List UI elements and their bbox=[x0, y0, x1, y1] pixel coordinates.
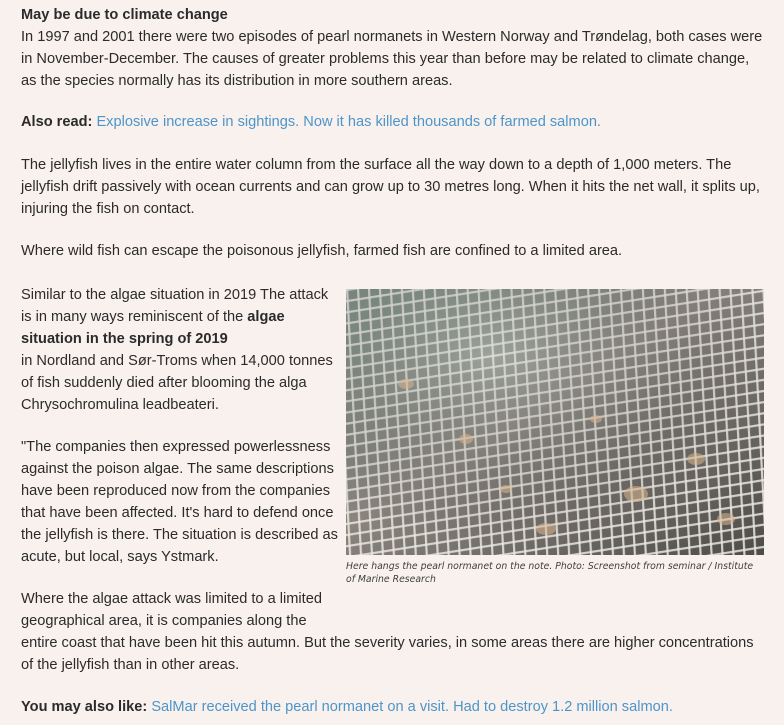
wild-fish-paragraph: Where wild fish can escape the poisonous jellyfish, farmed fish are confined to a limited area. bbox=[21, 243, 623, 259]
quote-paragraph: "The companies then expressed powerlessness against the poison algae. The same descriptions have been reproduced now from the companies that have been affected. It's hard to defend once the jellyfish is there. The situation is described as acute, but local, says Ystmark. bbox=[21, 439, 338, 565]
attack-line-2: geographical area, it is companies along the bbox=[21, 613, 307, 629]
may-also-like-line bbox=[21, 696, 766, 718]
also-read-link[interactable]: Explosive increase in sightings. Now it has killed thousands of farmed salmon. bbox=[96, 114, 601, 130]
algae-text-before: Similar to the algae situation in 2019 The attack is in many ways reminiscent of the bbox=[21, 287, 329, 325]
climate-paragraph: In 1997 and 2001 there were two episodes of pearl normanets in Western Norway and Trøndelag, both cases were in November-December. The causes of greater problems this year than before may be related to climate change, as the species normally has its distribution in more southern areas. bbox=[21, 29, 763, 89]
water-column-paragraph: The jellyfish lives in the entire water column from the surface all the way down to a depth of 1,000 meters. The jellyfish drift passively with ocean currents and can grow up to 30 metres long. When it hits the net wall, it splits up, injuring the fish on contact. bbox=[21, 157, 760, 217]
may-also-like-label: You may also like: bbox=[21, 699, 148, 715]
attack-paragraph bbox=[21, 588, 766, 676]
attack-rest: entire coast that have been hit this autumn. But the severity varies, in some areas there are higher concentrations of the jellyfish than in other areas. bbox=[21, 635, 754, 673]
also-read-label: Also read: bbox=[21, 114, 93, 130]
algae-paragraph bbox=[21, 284, 341, 416]
also-read-line bbox=[21, 111, 766, 133]
climate-section bbox=[21, 4, 766, 92]
section-heading: May be due to climate change bbox=[21, 7, 228, 23]
algae-situation-link[interactable]: algae situation in the spring of 2019 bbox=[21, 309, 285, 347]
article-figure bbox=[346, 289, 764, 586]
attack-line-1: Where the algae attack was limited to a limited bbox=[21, 591, 322, 607]
algae-text-after: in Nordland and Sør-Troms when 14,000 tonnes of fish suddenly died after blooming the alga Chrysochromulina leadbeateri. bbox=[21, 353, 333, 413]
may-also-like-link[interactable]: SalMar received the pearl normanet on a visit. Had to destroy 1.2 million salmon. bbox=[151, 699, 673, 715]
figure-caption: Here hangs the pearl normanet on the note. Photo: Screenshot from seminar / Institute of Marine Research bbox=[346, 561, 754, 585]
net-photo bbox=[346, 289, 764, 555]
